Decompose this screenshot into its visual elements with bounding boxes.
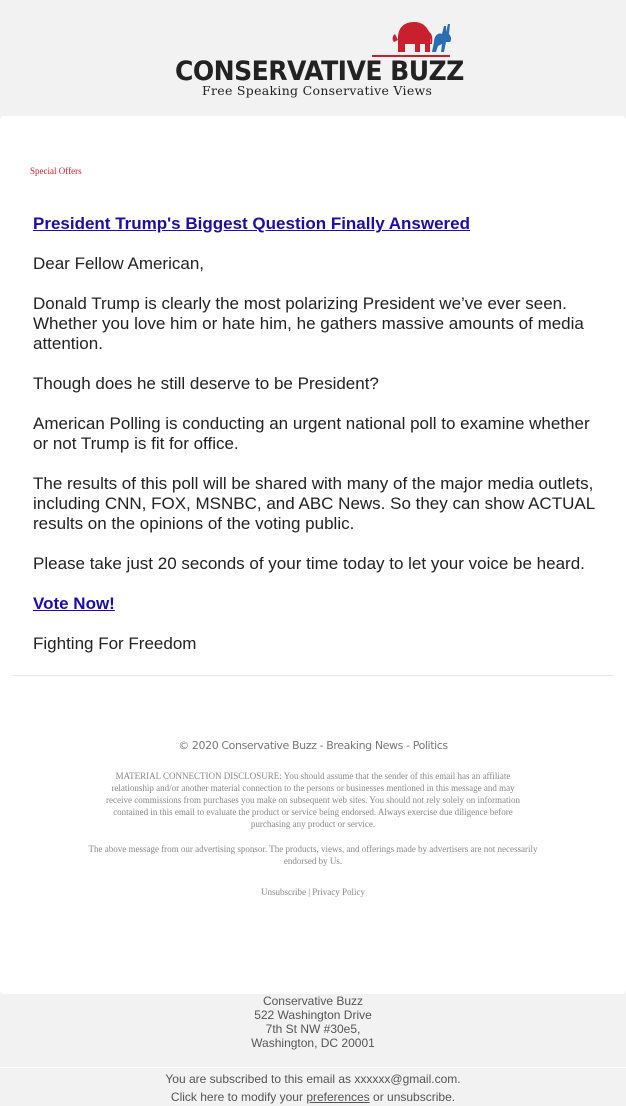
brand-logo[interactable]: [175, 18, 464, 100]
body-paragraph: The results of this poll will be shared with many of the major media outlets, including CNN, FOX, MSNBC, and ABC News. So they can show ACTUAL results on the opinions of the voting public.: [33, 474, 595, 533]
footer-separator: [0, 1067, 626, 1068]
content-divider: [13, 675, 613, 676]
modify-preferences-line: [0, 1088, 626, 1106]
privacy-policy-link[interactable]: Privacy Policy: [312, 887, 366, 897]
unsubscribe-text: or unsubscribe.: [373, 1090, 456, 1104]
email-card: [0, 116, 626, 994]
email-header: [0, 0, 626, 116]
vote-now-link[interactable]: Vote Now!: [33, 594, 115, 613]
address-line: 7th St NW #30e5,: [265, 1022, 361, 1036]
logo-title: CONSERVATIVE BUZZ: [175, 56, 464, 87]
body-paragraph: Donald Trump is clearly the most polarizing President we’ve ever seen. Whether you love him or hate him, he gathers massive amounts of media attention.: [33, 294, 584, 353]
subscribed-email-text: You are subscribed to this email as xxxxxx@gmail.com.: [165, 1072, 461, 1086]
headline-link[interactable]: President Trump's Biggest Question Finally Answered: [33, 214, 471, 233]
mailing-address: [0, 994, 626, 1050]
unsubscribe-link[interactable]: Unsubscribe: [260, 887, 306, 897]
links-separator: |: [308, 887, 311, 897]
body-paragraph: Please take just 20 seconds of your time today to let your voice be heard.: [33, 554, 585, 573]
copyright-text: © 2020 Conservative Buzz - Breaking News - Politics: [178, 739, 448, 752]
address-company: Conservative Buzz: [262, 994, 364, 1008]
disclosure-text: MATERIAL CONNECTION DISCLOSURE: You should assume that the sender of this email has an affiliate relationship and/or another material connection to the persons or businesses mentioned in this message and may receive commissions from purchases you make on subsequent web sites. You should not rely solely on information contained in this email to evaluate the product or service being endorsed. Always exercise due diligence before purchasing any product or service.: [106, 771, 520, 829]
special-offers-label: Special Offers: [30, 166, 82, 176]
email-body: [33, 214, 603, 674]
sponsor-text: The above message from our advertising sponsor. The products, views, and offerings made by advertisers are not necessarily endorsed by Us.: [88, 844, 538, 866]
footer-links: [0, 887, 626, 897]
address-line: Washington, DC 20001: [251, 1036, 375, 1050]
elephant-donkey-icon: [390, 18, 452, 56]
body-paragraph: American Polling is conducting an urgent national poll to examine whether or not Trump is fit for office.: [33, 414, 590, 453]
address-line: 522 Washington Drive: [254, 1008, 372, 1022]
body-paragraph: Though does he still deserve to be President?: [33, 374, 379, 393]
greeting: Dear Fellow American,: [33, 254, 205, 273]
logo-tagline: Free Speaking Conservative Views: [202, 83, 433, 98]
subscription-notice: [0, 1070, 626, 1106]
signoff: Fighting For Freedom: [33, 634, 197, 653]
modify-text: Click here to modify your: [170, 1090, 303, 1104]
preferences-link[interactable]: preferences: [306, 1090, 370, 1104]
